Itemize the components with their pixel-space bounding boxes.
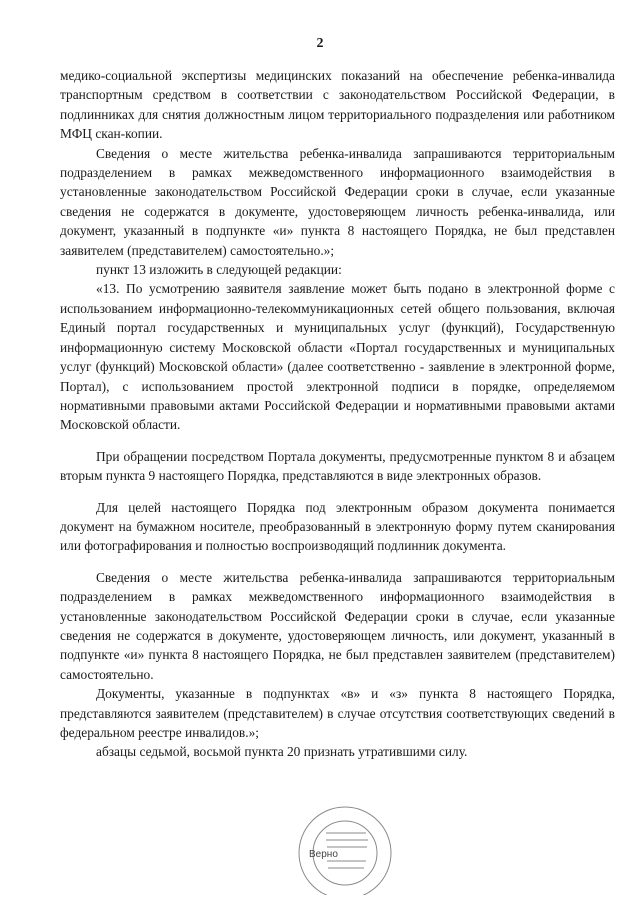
paragraph-amendment-intro: пункт 13 изложить в следующей редакции: bbox=[96, 262, 342, 278]
paragraph-repeal-item-20: абзацы седьмой, восьмой пункта 20 признать утратившими силу. bbox=[96, 744, 468, 760]
stamp-label: Верно bbox=[309, 849, 338, 860]
paragraph-residence-info: Сведения о месте жительства ребенка-инвалида запрашиваются территориальным подразделением в рамках межведомственного информационного взаимодействия в установленные законодательством Российской Федерации сроки в случае, если указанные сведения не содержатся в документе, удостоверяющем личность ребенка-инвалида, или документ, указанный в подпункте «и» пункта 8 настоящего Порядка, не был представлен заявителем (представителем) самостоятельно.»; bbox=[60, 145, 615, 258]
document-body bbox=[60, 66, 615, 762]
paragraph-portal-documents: При обращении посредством Портала документы, предусмотренные пунктом 8 и абзацем вторым пункта 9 настоящего Порядка, представляются в виде электронных образов. bbox=[60, 448, 615, 484]
page-number: 2 bbox=[316, 36, 324, 51]
paragraph-continuation: медико-социальной экспертизы медицинских показаний на обеспечение ребенка-инвалида транспортным средством в соответствии с законодательством Российской Федерации, в подлинниках для снятия должностным лицом территориального подразделения или работником МФЦ скан-копии. bbox=[60, 68, 615, 142]
paragraph-electronic-image-definition: Для целей настоящего Порядка под электронным образом документа понимается документ на бумажном носителе, преобразованный в электронную форму путем сканирования или фотографирования и полностью воспроизводящий подлинник документа. bbox=[60, 499, 615, 554]
paragraph-residence-info-repeat: Сведения о месте жительства ребенка-инвалида запрашиваются территориальным подразделением в рамках межведомственного информационного взаимодействия в установленные законодательством Российской Федерации сроки в случае, если указанные сведения не содержатся в документе, удостоверяющем личность, или документ, указанный в подпункте «и» пункта 8 настоящего Порядка, не был представлен заявителем (представителем) самостоятельно. bbox=[60, 569, 615, 682]
paragraph-documents-subitems: Документы, указанные в подпунктах «в» и «з» пункта 8 настоящего Порядка, представляются заявителем (представителем) в случае отсутствия соответствующих сведений в федеральном реестре инвалидов.»; bbox=[60, 686, 615, 740]
certification-stamp bbox=[280, 795, 410, 895]
paragraph-item-13: «13. По усмотрению заявителя заявление может быть подано в электронной форме с использованием информационно-телекоммуникационных сетей общего пользования, включая Единый портал государственных и муниципальных услуг (функций), Государственную информационную систему Московской области «Портал государственных и муниципальных услуг (функций) Московской области» (далее соответственно - заявление в электронной форме, Портал), с использованием простой электронной подписи в порядке, определяемом нормативными правовыми актами Российской Федерации и нормативными правовыми актами Московской области. bbox=[60, 281, 615, 433]
